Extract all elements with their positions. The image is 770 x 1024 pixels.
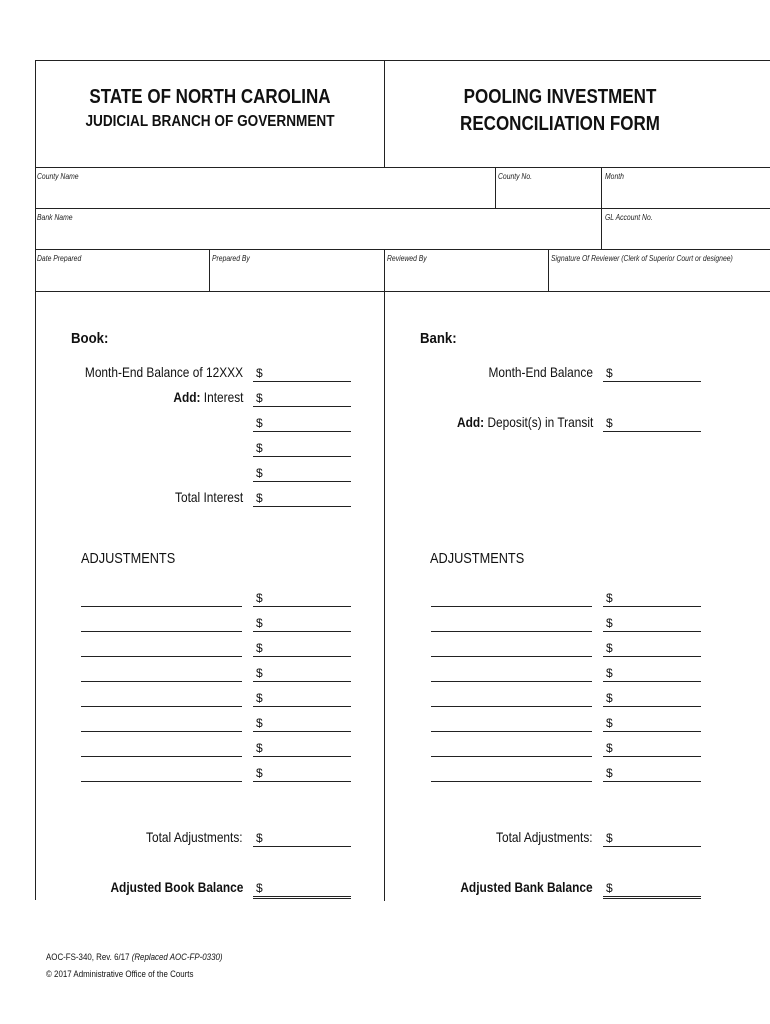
book-adjustment-8-amount[interactable] — [253, 767, 351, 782]
row1-divider-a — [495, 167, 496, 208]
book-adjustment-1-amount[interactable] — [253, 592, 351, 607]
book-adjustments-heading: ADJUSTMENTS — [81, 550, 176, 567]
bank-adjustment-7-amount[interactable] — [603, 742, 701, 757]
body-center-divider — [384, 291, 385, 901]
bank-month-end-dollar: $ — [606, 366, 613, 380]
book-total-adjustments-dollar: $ — [256, 831, 263, 845]
bank-adjustment-desc-7[interactable] — [431, 742, 592, 757]
book-adjustment-desc-1[interactable] — [81, 592, 242, 607]
book-adjusted-balance-dollar: $ — [256, 881, 263, 895]
row3-divider-a — [209, 249, 210, 291]
bank-total-adjustments-amount[interactable] — [603, 832, 701, 847]
book-adjustment-3-dollar: $ — [256, 641, 263, 655]
month-label: Month — [605, 172, 624, 181]
copyright-text: © 2017 Administrative Office of the Courts — [46, 969, 194, 979]
county-no-label: County No. — [498, 172, 533, 181]
book-adjustment-4-dollar: $ — [256, 666, 263, 680]
prepared-by-field[interactable] — [212, 270, 380, 286]
book-interest-2-amount[interactable] — [253, 417, 351, 432]
book-interest-2-dollar: $ — [256, 416, 263, 430]
county-name-field[interactable] — [37, 186, 492, 202]
book-total-interest-label: Total Interest — [174, 489, 243, 505]
form-title-line2: RECONCILIATION FORM — [460, 113, 660, 135]
branch-subtitle: JUDICIAL BRANCH OF GOVERNMENT — [85, 113, 335, 130]
bank-adjustment-desc-5[interactable] — [431, 692, 592, 707]
bank-adjustment-8-amount[interactable] — [603, 767, 701, 782]
bank-adjustment-3-amount[interactable] — [603, 642, 701, 657]
book-adjustment-3-amount[interactable] — [253, 642, 351, 657]
book-interest-1-amount[interactable] — [253, 392, 351, 407]
bank-adjustment-7-dollar: $ — [606, 741, 613, 755]
bank-adjustment-4-dollar: $ — [606, 666, 613, 680]
book-adjustment-7-dollar: $ — [256, 741, 263, 755]
row1-bottom-border — [35, 208, 770, 209]
book-adjustment-desc-6[interactable] — [81, 717, 242, 732]
bank-adjustment-6-amount[interactable] — [603, 717, 701, 732]
bank-adjustment-3-dollar: $ — [606, 641, 613, 655]
bank-adjustment-desc-4[interactable] — [431, 667, 592, 682]
book-add-interest-label — [173, 389, 243, 405]
book-interest-3-amount[interactable] — [253, 442, 351, 457]
bank-adjustment-desc-8[interactable] — [431, 767, 592, 782]
bank-deposits-in-transit-dollar: $ — [606, 416, 613, 430]
date-prepared-field[interactable] — [37, 270, 205, 286]
header-divider — [384, 60, 385, 167]
bank-adjustment-5-amount[interactable] — [603, 692, 701, 707]
book-total-interest-dollar: $ — [256, 491, 263, 505]
bank-adjustments-heading: ADJUSTMENTS — [430, 550, 525, 567]
bank-adjustment-4-amount[interactable] — [603, 667, 701, 682]
book-adjustment-desc-5[interactable] — [81, 692, 242, 707]
bank-adjusted-balance-amount[interactable] — [603, 882, 701, 899]
book-adjustment-desc-3[interactable] — [81, 642, 242, 657]
book-adjustment-2-amount[interactable] — [253, 617, 351, 632]
bank-adjustment-1-dollar: $ — [606, 591, 613, 605]
date-prepared-label: Date Prepared — [37, 254, 82, 263]
bank-adjustment-8-dollar: $ — [606, 766, 613, 780]
row1-divider-b — [601, 167, 602, 249]
book-adjustment-desc-4[interactable] — [81, 667, 242, 682]
prepared-by-label: Prepared By — [212, 254, 250, 263]
book-adjusted-balance-amount[interactable] — [253, 882, 351, 899]
book-month-end-amount[interactable] — [253, 367, 351, 382]
bank-adjustment-2-amount[interactable] — [603, 617, 701, 632]
book-adjustment-2-dollar: $ — [256, 616, 263, 630]
book-adjustment-5-amount[interactable] — [253, 692, 351, 707]
bank-month-end-label: Month-End Balance — [488, 364, 593, 380]
bank-add-label: Add: — [456, 414, 484, 430]
form-left-border — [35, 60, 36, 900]
book-interest-4-amount[interactable] — [253, 467, 351, 482]
reviewed-by-label: Reviewed By — [387, 254, 427, 263]
book-interest-label: Interest — [203, 389, 243, 405]
bank-adjustment-5-dollar: $ — [606, 691, 613, 705]
row3-divider-c — [548, 249, 549, 291]
book-adjustment-desc-8[interactable] — [81, 767, 242, 782]
book-interest-4-dollar: $ — [256, 466, 263, 480]
bank-adjustment-6-dollar: $ — [606, 716, 613, 730]
bank-add-deposits-label — [457, 414, 593, 430]
book-month-end-dollar: $ — [256, 366, 263, 380]
bank-month-end-amount[interactable] — [603, 367, 701, 382]
form-title-line1: POOLING INVESTMENT — [463, 86, 657, 108]
month-field[interactable] — [605, 186, 765, 202]
county-no-field[interactable] — [498, 186, 598, 202]
bank-deposits-label: Deposit(s) in Transit — [487, 414, 593, 430]
book-heading: Book: — [71, 330, 109, 347]
book-total-adjustments-label: Total Adjustments: — [146, 829, 243, 845]
book-adjustment-1-dollar: $ — [256, 591, 263, 605]
bank-adjustment-1-amount[interactable] — [603, 592, 701, 607]
book-adjustment-4-amount[interactable] — [253, 667, 351, 682]
form-number-text: AOC-FS-340, Rev. 6/17 — [46, 952, 130, 962]
reviewed-by-field[interactable] — [387, 270, 544, 286]
row3-divider-b — [384, 249, 385, 291]
bank-total-adjustments-dollar: $ — [606, 831, 613, 845]
form-number — [46, 952, 223, 962]
book-adjustment-6-amount[interactable] — [253, 717, 351, 732]
form-top-border — [35, 60, 770, 61]
header-bottom-border — [35, 167, 770, 168]
replaced-form-text: (Replaced AOC-FP-0330) — [131, 952, 223, 962]
gl-account-label: GL Account No. — [605, 213, 653, 222]
state-title: STATE OF NORTH CAROLINA — [89, 86, 331, 108]
book-month-end-label: Month-End Balance of 12XXX — [84, 364, 243, 380]
book-add-label: Add: — [172, 389, 200, 405]
bank-adjustment-desc-6[interactable] — [431, 717, 592, 732]
bank-deposits-in-transit-amount[interactable] — [603, 417, 701, 432]
book-adjustment-desc-7[interactable] — [81, 742, 242, 757]
bank-adjustment-desc-2[interactable] — [431, 617, 592, 632]
book-interest-1-dollar: $ — [256, 391, 263, 405]
bank-name-field[interactable] — [37, 227, 597, 243]
book-adjustment-7-amount[interactable] — [253, 742, 351, 757]
row3-bottom-border — [35, 291, 770, 292]
bank-heading: Bank: — [420, 330, 457, 347]
signature-reviewer-label: Signature Of Reviewer (Clerk of Superior Court or designee) — [551, 254, 733, 263]
book-adjustment-desc-2[interactable] — [81, 617, 242, 632]
book-interest-3-dollar: $ — [256, 441, 263, 455]
book-adjustment-8-dollar: $ — [256, 766, 263, 780]
bank-name-label: Bank Name — [37, 213, 73, 222]
gl-account-field[interactable] — [605, 227, 765, 243]
book-adjusted-balance-label: Adjusted Book Balance — [110, 879, 243, 895]
county-name-label: County Name — [37, 172, 79, 181]
signature-reviewer-field[interactable] — [551, 270, 765, 286]
bank-adjustment-2-dollar: $ — [606, 616, 613, 630]
bank-adjusted-balance-label: Adjusted Bank Balance — [460, 879, 593, 895]
bank-total-adjustments-label: Total Adjustments: — [496, 829, 593, 845]
bank-adjusted-balance-dollar: $ — [606, 881, 613, 895]
book-adjustment-6-dollar: $ — [256, 716, 263, 730]
bank-adjustment-desc-1[interactable] — [431, 592, 592, 607]
book-adjustment-5-dollar: $ — [256, 691, 263, 705]
bank-adjustment-desc-3[interactable] — [431, 642, 592, 657]
book-total-adjustments-amount[interactable] — [253, 832, 351, 847]
book-total-interest-amount[interactable] — [253, 492, 351, 507]
row2-bottom-border — [35, 249, 770, 250]
